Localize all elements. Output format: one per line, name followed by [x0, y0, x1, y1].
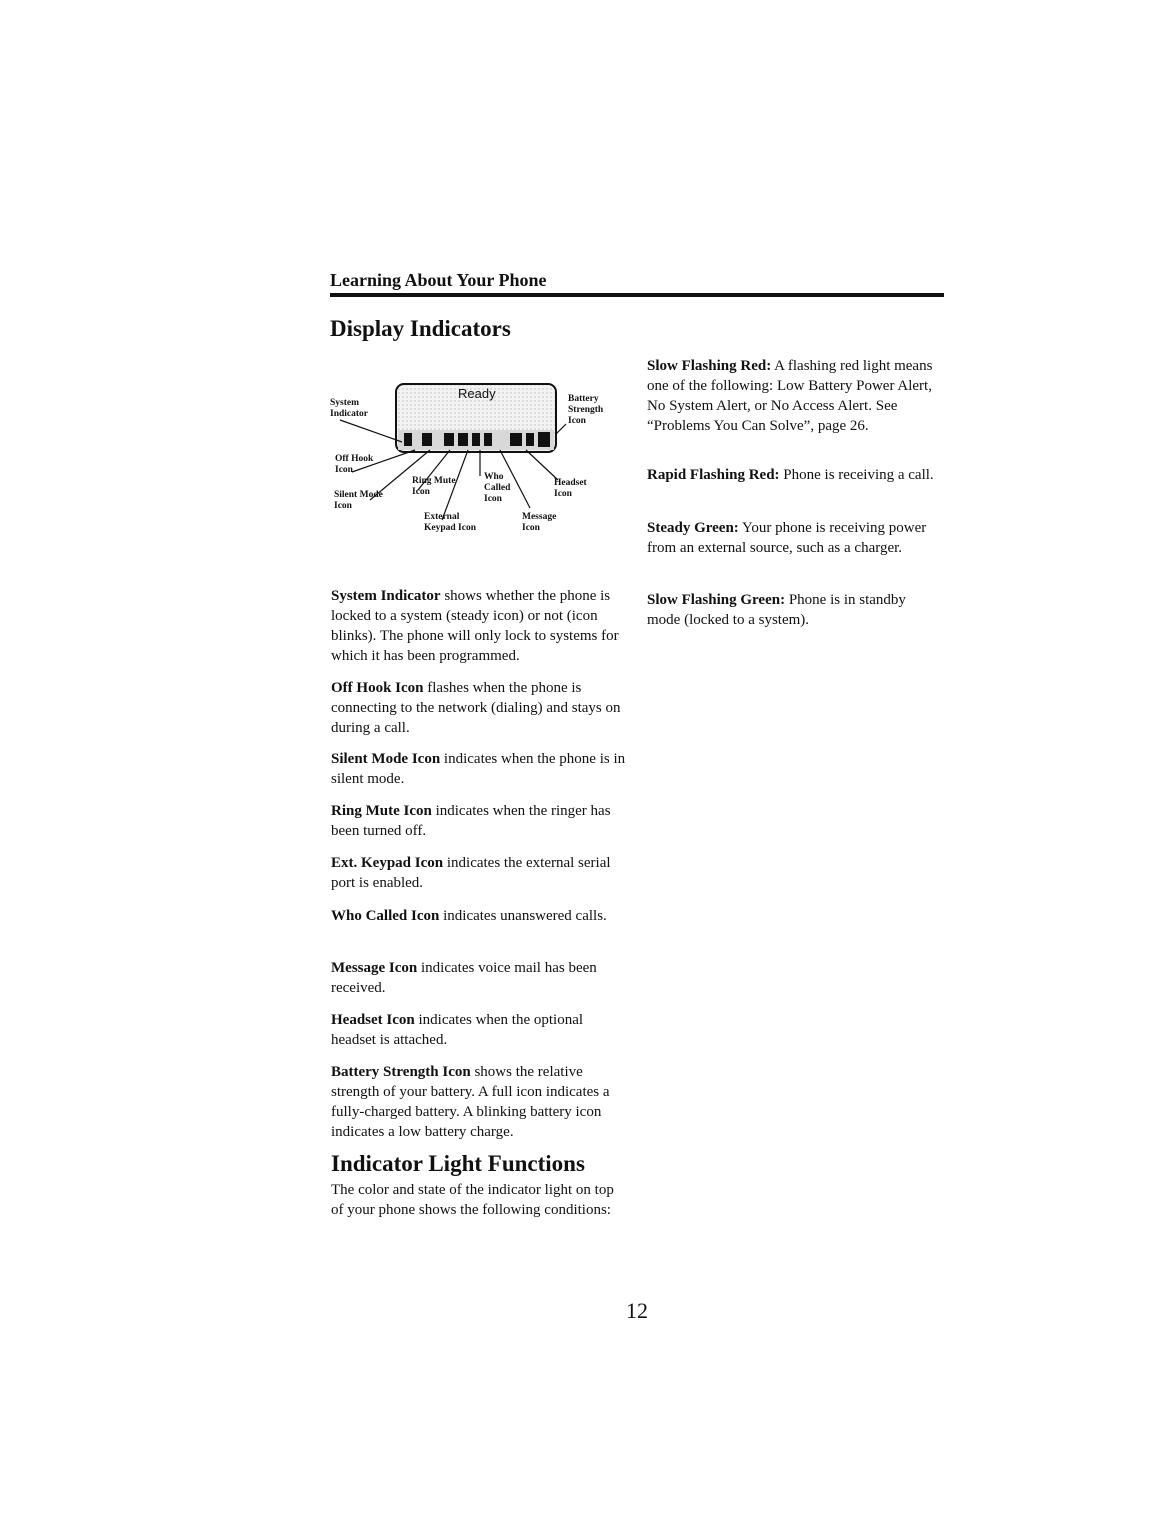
label-line: Icon	[554, 489, 572, 499]
term: Steady Green:	[647, 520, 739, 536]
label-line: Indicator	[330, 409, 368, 419]
label-line: Keypad Icon	[424, 523, 476, 533]
label-line: Off Hook	[335, 454, 374, 464]
display-diagram	[330, 380, 630, 550]
running-head: Learning About Your Phone	[330, 270, 547, 290]
term: Off Hook Icon	[331, 680, 424, 696]
description: A flashing red light means one of the following: Low Battery Power Alert, No System Alert, or No Access Alert. See “Problems You Can Solve”, page 26.	[647, 358, 933, 434]
term: Ext. Keypad Icon	[331, 855, 444, 871]
label-who-called-icon	[484, 472, 510, 505]
description: indicates the external serial port is enabled.	[331, 855, 611, 891]
label-line: Battery	[568, 394, 599, 404]
section-title-display-indicators: Display Indicators	[330, 316, 511, 341]
lcd-ready-text: Ready	[458, 386, 496, 401]
description: indicates when the optional headset is attached.	[331, 1012, 584, 1048]
label-silent-mode-icon	[334, 490, 383, 512]
label-line: Icon	[334, 501, 352, 511]
paragraph-ring-mute-icon	[331, 801, 616, 841]
label-line: Icon	[335, 465, 353, 475]
label-line: Called	[484, 483, 511, 493]
term: Battery Strength Icon	[331, 1064, 471, 1080]
paragraph-who-called-icon	[331, 906, 616, 926]
label-line: External	[424, 512, 460, 522]
label-line: Silent Mode	[334, 490, 383, 500]
description: shows whether the phone is locked to a system (steady icon) or not (icon blinks). The phone will only lock to systems for which it has been programmed.	[331, 588, 619, 664]
label-line: Headset	[554, 478, 587, 488]
paragraph-off-hook-icon	[331, 678, 629, 738]
paragraph-slow-flashing-red	[647, 356, 942, 436]
paragraph-silent-mode-icon	[331, 749, 626, 789]
label-off-hook-icon	[335, 454, 373, 476]
description: Phone is in standby mode (locked to a system).	[647, 592, 906, 628]
label-battery-strength-icon	[568, 394, 603, 427]
description: flashes when the phone is connecting to the network (dialing) and stays on during a call.	[331, 680, 621, 736]
lcd-icons	[404, 432, 550, 447]
description: indicates when the ringer has been turned off.	[331, 803, 611, 839]
description: Phone is receiving a call.	[779, 467, 934, 483]
label-line: Icon	[522, 523, 540, 533]
paragraph-steady-green	[647, 518, 932, 558]
description: Your phone is receiving power from an external source, such as a charger.	[647, 520, 927, 556]
label-line: Strength	[568, 405, 604, 415]
label-ring-mute-icon	[412, 476, 456, 498]
label-external-keypad-icon	[424, 512, 476, 534]
term: Message Icon	[331, 960, 418, 976]
paragraph-battery-strength-icon	[331, 1062, 629, 1142]
description: indicates unanswered calls.	[439, 908, 607, 924]
term: Headset Icon	[331, 1012, 415, 1028]
paragraph-message-icon	[331, 958, 626, 998]
header-rule	[330, 293, 944, 297]
paragraph-slow-flashing-green	[647, 590, 942, 630]
label-line: Icon	[484, 494, 502, 504]
paragraph-system-indicator	[331, 586, 626, 666]
label-line: Ring Mute	[412, 476, 456, 486]
term: System Indicator	[331, 588, 441, 604]
paragraph-indicator-light-intro: The color and state of the indicator light on top of your phone shows the following conditions:	[331, 1182, 614, 1218]
term: Silent Mode Icon	[331, 751, 441, 767]
description: indicates when the phone is in silent mode.	[331, 751, 626, 787]
paragraph-ext-keypad-icon	[331, 853, 616, 893]
label-line: Who	[484, 472, 504, 482]
label-line: Icon	[412, 487, 430, 497]
label-headset-icon	[554, 478, 587, 500]
term: Rapid Flashing Red:	[647, 467, 780, 483]
term: Slow Flashing Green:	[647, 592, 786, 608]
label-line: Icon	[568, 416, 586, 426]
term: Slow Flashing Red:	[647, 358, 772, 374]
description: indicates voice mail has been received.	[331, 960, 597, 996]
description: shows the relative strength of your battery. A full icon indicates a fully-charged battery. A blinking battery icon indicates a low battery charge.	[331, 1064, 610, 1140]
label-message-icon	[522, 512, 556, 534]
paragraph-rapid-flashing-red	[647, 465, 942, 485]
label-line: Message	[522, 512, 557, 522]
page-number: 12	[626, 1298, 648, 1323]
paragraph-headset-icon	[331, 1010, 616, 1050]
label-system-indicator	[330, 398, 368, 420]
label-line: System	[330, 398, 360, 408]
term: Who Called Icon	[331, 908, 440, 924]
term: Ring Mute Icon	[331, 803, 432, 819]
section-title-indicator-light-functions: Indicator Light Functions	[331, 1151, 585, 1176]
